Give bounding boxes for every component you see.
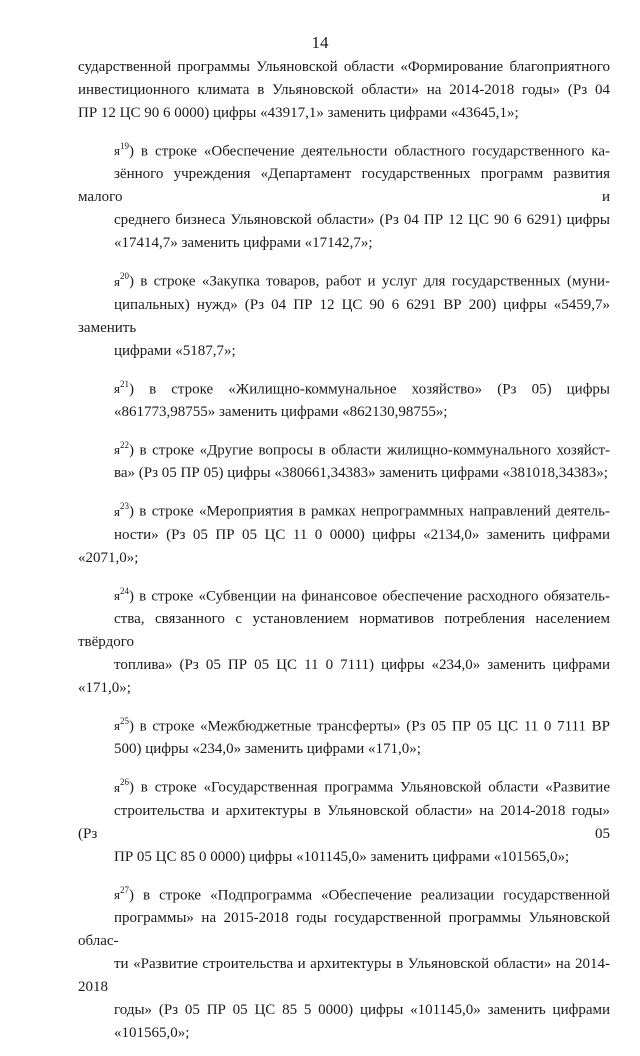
- item-marker-number: 27: [119, 884, 129, 895]
- item-marker-letter: я: [114, 273, 120, 289]
- line-text: ности» (Рз 05 ПР 05 ЦС 11 0 0000) цифры «2134,0» заменить цифрами «2071,0»;: [78, 526, 610, 566]
- text-line: [78, 79, 610, 102]
- line-text: среднего бизнеса Ульяновской области» (Рз 04 ПР 12 ЦС 90 6 6291) цифры: [114, 212, 610, 229]
- line-text: ства, связанного с установлением нормативов потребления населением твёрдого: [78, 610, 610, 650]
- text-line: [78, 266, 610, 293]
- item-marker-letter: я: [114, 718, 120, 734]
- text-line: [78, 953, 610, 999]
- amendment-paragraph: [78, 374, 610, 424]
- text-line: [78, 56, 610, 79]
- line-text: ) в строке «Мероприятия в рамках непрограммных направлений деятель-: [128, 503, 610, 520]
- text-line: [78, 374, 610, 401]
- line-text: ) в строке «Государственная программа Ульяновской области «Развитие: [128, 779, 610, 796]
- item-marker: [114, 777, 129, 795]
- line-text: ) в строке «Обеспечение деятельности областного государственного ка-: [128, 143, 610, 160]
- text-line: [78, 999, 610, 1022]
- line-text: зённого учреждения «Департамент государственных программ развития малого и: [78, 166, 610, 206]
- amendment-paragraph: [78, 496, 610, 569]
- text-line: [78, 800, 610, 846]
- line-text: «101565,0»;: [114, 1024, 190, 1041]
- line-text: цифрами «5187,7»;: [114, 342, 236, 359]
- amendment-paragraph: [78, 136, 610, 255]
- text-line: [78, 1022, 610, 1045]
- item-marker: [114, 585, 129, 603]
- amendment-paragraph: [78, 880, 610, 1045]
- amendment-paragraph: [78, 56, 610, 125]
- document-body: [78, 56, 610, 1056]
- item-marker-number: 20: [119, 271, 129, 282]
- line-text: ) в строке «Закупка товаров, работ и услуг для государственных (муни-: [128, 273, 610, 290]
- item-marker: [114, 271, 129, 289]
- text-line: [78, 581, 610, 608]
- item-marker-number: 25: [119, 715, 129, 726]
- text-line: [78, 738, 610, 761]
- item-marker-letter: я: [114, 503, 120, 519]
- amendment-paragraph: [78, 772, 610, 868]
- item-marker-number: 19: [119, 141, 129, 151]
- line-text: топлива» (Рз 05 ПР 05 ЦС 11 0 7111) цифры «234,0» заменить цифрами «171,0»;: [78, 656, 610, 696]
- item-marker-number: 21: [119, 378, 129, 389]
- text-line: [78, 435, 610, 462]
- line-text: строительства и архитектуры в Ульяновской области» на 2014-2018 годы» (Рз 05: [78, 802, 610, 842]
- line-text: ) в строке «Субвенции на финансовое обеспечение расходного обязатель-: [128, 587, 610, 604]
- text-line: [78, 907, 610, 953]
- item-marker-letter: я: [114, 380, 120, 396]
- text-line: [78, 496, 610, 523]
- text-line: [78, 294, 610, 340]
- item-marker-letter: я: [114, 143, 120, 159]
- text-line: [78, 880, 610, 907]
- line-text: ПР 12 ЦС 90 6 0000) цифры «43917,1» заменить цифрами «43645,1»;: [78, 105, 519, 121]
- text-line: [78, 163, 610, 209]
- item-marker-number: 24: [119, 585, 129, 596]
- item-marker: [114, 439, 129, 458]
- item-marker: [114, 884, 129, 902]
- text-line: [78, 401, 610, 424]
- item-marker: [114, 501, 129, 519]
- line-text: ПР 05 ЦС 85 0 0000) цифры «101145,0» заменить цифрами «101565,0»;: [114, 848, 570, 865]
- text-line: [78, 772, 610, 799]
- amendment-paragraph: [78, 435, 610, 485]
- text-line: [78, 340, 610, 363]
- item-marker-number: 26: [119, 777, 129, 788]
- item-marker: [114, 715, 129, 734]
- item-marker-letter: я: [114, 587, 120, 603]
- amendment-paragraph: [78, 581, 610, 700]
- text-line: [78, 608, 610, 654]
- item-marker: [114, 143, 129, 158]
- text-line: [78, 846, 610, 869]
- text-line: [78, 136, 610, 163]
- item-marker: [114, 378, 129, 396]
- line-text: ципальных) нужд» (Рз 04 ПР 12 ЦС 90 6 6291 ВР 200) цифры «5459,7» заменить: [78, 296, 610, 336]
- line-text: инвестиционного климата в Ульяновской области» на 2014-2018 годы» (Рз 04: [78, 82, 610, 98]
- line-text: ) в строке «Подпрограмма «Обеспечение реализации государственной: [128, 886, 610, 903]
- line-text: ) в строке «Жилищно-коммунальное хозяйство» (Рз 05) цифры: [128, 380, 610, 397]
- line-text: годы» (Рз 05 ПР 05 ЦС 85 5 0000) цифры «101145,0» заменить цифрами: [114, 1001, 610, 1018]
- line-text: ) в строке «Другие вопросы в области жилищно-коммунального хозяйст-: [128, 442, 610, 459]
- page-number: 14: [311, 33, 329, 52]
- text-line: [78, 462, 610, 485]
- line-text: ти «Развитие строительства и архитектуры в Ульяновской области» на 2014-2018: [78, 955, 610, 995]
- text-line: [78, 654, 610, 700]
- text-line: [78, 102, 610, 125]
- amendment-paragraph: [78, 266, 610, 362]
- item-marker-number: 23: [119, 501, 129, 512]
- line-text: сударственной программы Ульяновской области «Формирование благоприятного: [78, 59, 610, 75]
- item-marker-letter: я: [114, 442, 120, 458]
- line-text: «861773,98755» заменить цифрами «862130,98755»;: [114, 403, 448, 420]
- text-line: [78, 232, 610, 255]
- item-marker-letter: я: [114, 779, 120, 795]
- line-text: программы» на 2015-2018 годы государственной программы Ульяновской облас-: [78, 909, 610, 949]
- line-text: ва» (Рз 05 ПР 05) цифры «380661,34383» заменить цифрами «381018,34383»;: [114, 465, 608, 482]
- text-line: [78, 209, 610, 232]
- line-text: «17414,7» заменить цифрами «17142,7»;: [114, 235, 373, 252]
- text-line: [78, 524, 610, 570]
- item-marker-number: 22: [119, 439, 129, 450]
- line-text: ) в строке «Межбюджетные трансферты» (Рз 05 ПР 05 ЦС 11 0 7111 ВР: [128, 718, 610, 735]
- amendment-paragraph: [78, 711, 610, 761]
- item-marker-letter: я: [114, 886, 120, 902]
- line-text: 500) цифры «234,0» заменить цифрами «171,0»;: [114, 741, 421, 758]
- text-line: [78, 711, 610, 738]
